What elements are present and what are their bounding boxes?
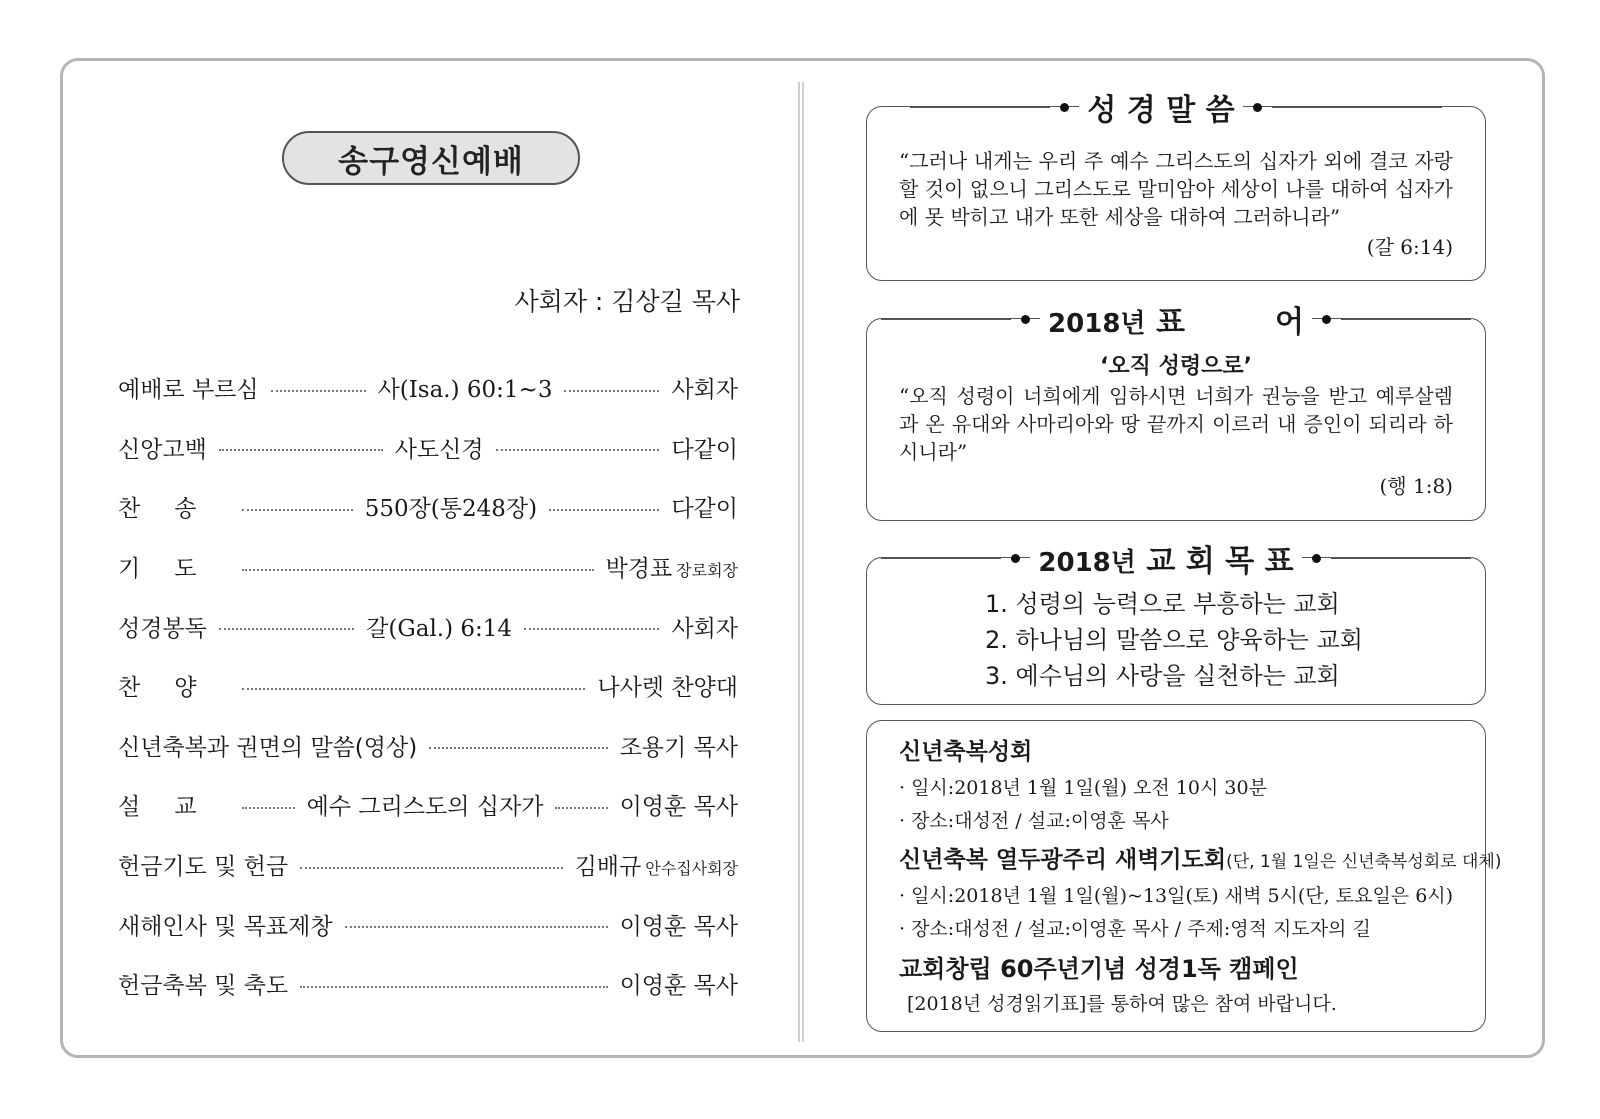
dot-leader <box>549 509 659 511</box>
order-item: 설교 <box>118 794 231 821</box>
order-row <box>118 656 738 716</box>
scripture-box <box>866 93 1486 281</box>
order-item: 기도 <box>118 556 231 583</box>
order-leader: 박경표 장로회장 <box>605 556 738 583</box>
goals-box <box>866 544 1486 705</box>
order-row <box>118 537 738 597</box>
order-item: 신년축복과 권면의 말씀(영상) <box>118 734 418 761</box>
event-detail: · 장소:대성전 / 설교:이영훈 목사 / 주제:영적 지도자의 길 <box>899 918 1371 940</box>
order-leader: 다같이 <box>671 436 738 463</box>
goal-item: 1. 성령의 능력으로 부흥하는 교회 <box>985 590 1340 618</box>
order-detail: 사도신경 <box>394 436 484 463</box>
motto-box <box>866 305 1486 521</box>
order-row <box>118 835 738 895</box>
dot-leader <box>300 867 562 869</box>
event-title: 교회창립 60주년기념 성경1독 캠페인 <box>899 955 1299 983</box>
motto-subtitle: ‘오직 성령으로’ <box>1100 354 1252 379</box>
scripture-text: “그러나 내게는 우리 주 예수 그리스도의 십자가 외에 결코 자랑할 것이 없으니 그리스도로 말미암아 세상이 나를 대하여 십자가에 못 박히고 내가 또한 세상을 대하여 그러하니라” <box>899 149 1453 229</box>
order-leader: 조용기 목사 <box>619 734 738 761</box>
page-divider <box>798 82 804 1042</box>
dot-leader <box>271 390 366 392</box>
order-detail: 갈(Gal.) 6:14 <box>366 615 513 642</box>
order-item: 성경봉독 <box>118 615 207 642</box>
event-detail: [2018년 성경읽기표]를 통하여 많은 참여 바랍니다. <box>907 993 1337 1015</box>
order-detail: 예수 그리스도의 십자가 <box>306 794 544 821</box>
dot-leader <box>242 569 593 571</box>
order-leader: 이영훈 목사 <box>619 973 738 1000</box>
bullet-dot <box>1011 554 1020 563</box>
order-row <box>118 596 738 656</box>
order-row <box>118 894 738 954</box>
order-item: 헌금기도 및 헌금 <box>118 854 289 881</box>
dot-leader <box>345 926 608 928</box>
order-item: 신앙고백 <box>118 436 207 463</box>
order-leader: 나사렛 찬양대 <box>597 675 738 702</box>
bullet-dot <box>1021 315 1030 324</box>
order-leader: 이영훈 목사 <box>619 794 738 821</box>
order-row <box>118 477 738 537</box>
dot-leader <box>242 509 352 511</box>
order-leader: 이영훈 목사 <box>619 913 738 940</box>
order-item: 새해인사 및 목표제창 <box>118 913 333 940</box>
order-item: 찬양 <box>118 675 231 702</box>
dot-leader <box>564 390 659 392</box>
bullet-dot <box>1322 315 1331 324</box>
event-title: 신년축복 열두광주리 새벽기도회(단, 1월 1일은 신년축복성회로 대체) <box>899 847 1502 873</box>
order-row <box>118 358 738 418</box>
order-row <box>118 775 738 835</box>
event-detail: · 일시:2018년 1월 1일(월) 오전 10시 30분 <box>899 777 1267 799</box>
presider-line: 사회자 : 김상길 목사 <box>514 287 740 316</box>
goal-item: 3. 예수님의 사랑을 실천하는 교회 <box>985 662 1340 690</box>
order-row <box>118 954 738 1014</box>
event-title: 신년축복성회 <box>899 739 1033 765</box>
bullet-dot <box>1253 103 1262 112</box>
dot-leader <box>242 807 294 809</box>
order-detail: 550장(통248장) <box>364 496 538 523</box>
service-title: 송구영신예배 <box>282 131 580 185</box>
goal-item: 2. 하나님의 말씀으로 양육하는 교회 <box>985 626 1363 654</box>
motto-heading: 2018년 표 어 <box>867 297 1485 341</box>
event-detail: · 장소:대성전 / 설교:이영훈 목사 <box>899 810 1169 832</box>
order-leader: 사회자 <box>671 377 739 404</box>
order-item: 찬송 <box>118 496 231 523</box>
order-leader: 다같이 <box>671 496 738 523</box>
dot-leader <box>219 449 383 451</box>
order-leader: 김배규 안수집사회장 <box>574 854 738 881</box>
bullet-dot <box>1312 554 1321 563</box>
dot-leader <box>429 747 607 749</box>
motto-text: “오직 성령이 너희에게 임하시면 너희가 권능을 받고 예루살렘과 온 유대와 사마리아와 땅 끝까지 이르러 내 증인이 되리라 하시니라” <box>899 384 1453 464</box>
order-of-service <box>118 358 738 1014</box>
dot-leader <box>524 628 659 630</box>
events-box <box>866 720 1502 1032</box>
scripture-ref: (갈 6:14) <box>1366 235 1453 259</box>
goals-heading: 2018년 교 회 목 표 <box>867 536 1485 580</box>
order-detail: 사(Isa.) 60:1~3 <box>377 377 553 404</box>
motto-ref: (행 1:8) <box>1379 474 1453 498</box>
order-item: 헌금축복 및 축도 <box>118 973 289 1000</box>
order-row <box>118 716 738 776</box>
order-row <box>118 418 738 478</box>
scripture-heading: 성 경 말 씀 <box>867 85 1485 129</box>
dot-leader <box>555 807 607 809</box>
event-detail: · 일시:2018년 1월 1일(월)~13일(토) 새벽 5시(단, 토요일은 6시) <box>899 885 1454 907</box>
order-leader: 사회자 <box>671 615 739 642</box>
dot-leader <box>300 986 607 988</box>
dot-leader <box>496 449 660 451</box>
goals-list <box>985 586 1363 694</box>
dot-leader <box>219 628 354 630</box>
bullet-dot <box>1060 103 1069 112</box>
order-item: 예배로 부르심 <box>118 377 259 404</box>
dot-leader <box>242 688 585 690</box>
